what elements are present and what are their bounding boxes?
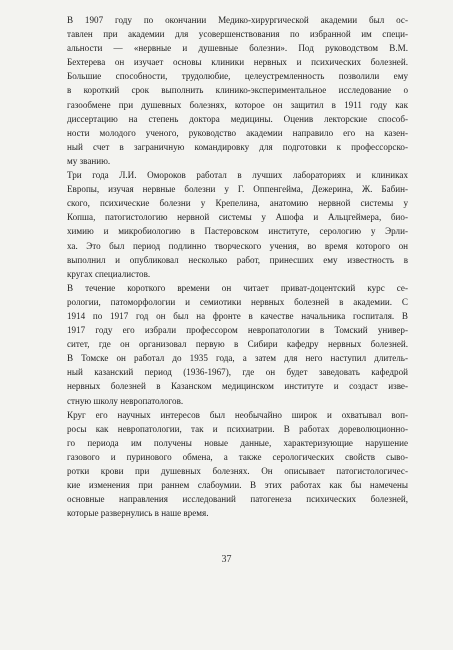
text-line: му званию. [67,155,111,166]
text-line: Круг его научных интересов был необычайно широк и охватывал воп- [67,409,408,420]
page-number: 37 [221,554,232,565]
text-line: ситет, где он организовал первую в Сибири кафедру нервных болезней. [67,339,408,350]
text-line: ротки крови при душевных болезнях. Он описывает патогистологичес- [67,466,408,476]
text-line: ный казанский период (1936-1967), где он будет заведовать кафедрой [67,367,408,378]
text-line: диссертацию на степень доктора медицины. Оценив лекторские способ- [67,113,408,124]
text-line: в короткий срок выполнить клинико-экспериментальное исследование о [67,85,408,96]
text-line: альности — «нервные и душевные болезни». Под руководством В.М. [67,43,408,54]
paragraph [53,168,408,281]
text-line: Три года Л.И. Омороков работал в лучших лабораториях и клиниках [67,170,408,181]
text-line: основные направления исследований патогенеза психических болезней, [67,494,408,505]
paragraph [53,13,408,168]
text-line: ный счет в заграничную командировку для подготовки к профессорско- [67,141,408,152]
text-line: Большие способности, трудолюбие, целеустремленность позволили ему [67,71,408,82]
text-line: нервных болезней в Казанском медицинском институте и создаст изве- [67,381,408,392]
text-line: химию и микробиологию в Пастеровском институте, серологию у Эрли- [67,226,408,237]
text-line: Европы, изучая нервные болезни у Г. Оппенгейма, Дежерина, Ж. Бабин- [67,184,408,195]
text-line: В Томске он работал до 1935 года, а затем для него наступил длитель- [67,353,408,364]
text-line: тавлен при академии для усовершенствования по избранной им специ- [67,29,408,40]
text-line: стную школу невропатологов. [67,395,184,406]
text-line: 1914 по 1917 год он был на фронте в качестве начальника госпиталя. В [67,310,408,321]
text-line: выполнил и опубликовал несколько работ, принесших ему известность в [67,254,408,265]
body-text [53,13,408,520]
text-line: 1917 году его избрали профессором невропатологии в Томский универ- [67,325,408,336]
text-line: Копша, патогистологию нервной системы у Ашофа и Альцгеймера, био- [67,212,408,223]
text-line: газообмене при душевных болезнях, которое он защитил в 1911 году как [67,99,408,110]
text-line: ского, психические болезни у Крепелина, анатомию нервной системы у [67,198,408,209]
text-line: которые развернулись в наше время. [67,508,209,519]
text-line: росы как невропатологии, так и психиатрии. В работах дореволюционно- [67,423,408,434]
paragraph [53,408,408,521]
text-line: го периода им получены новые данные, характеризующие нарушение [67,437,408,448]
text-line: кие изменения при раннем слабоумии. В этих работах как бы намечены [67,480,408,491]
text-line: рологии, патоморфологии и семиотики нервных болезней в академии. С [67,296,408,307]
text-line: газового и пуринового обмена, а также серологических свойств сыво- [67,451,408,462]
paragraph [53,281,408,408]
text-line: В течение короткого времени он читает приват-доцентский курс се- [67,282,408,293]
text-line: В 1907 году по окончании Медико-хирургической академии был ос- [67,15,408,25]
text-line: ха. Это был период подлинно творческого учения, во время которого он [67,240,408,251]
text-line: кругах специалистов. [67,268,151,279]
text-line: Бехтерева он изучает основы клиники нервных и психических болезней. [67,57,408,68]
text-line: ности молодого ученого, руководство академии направило его на казен- [67,127,408,138]
